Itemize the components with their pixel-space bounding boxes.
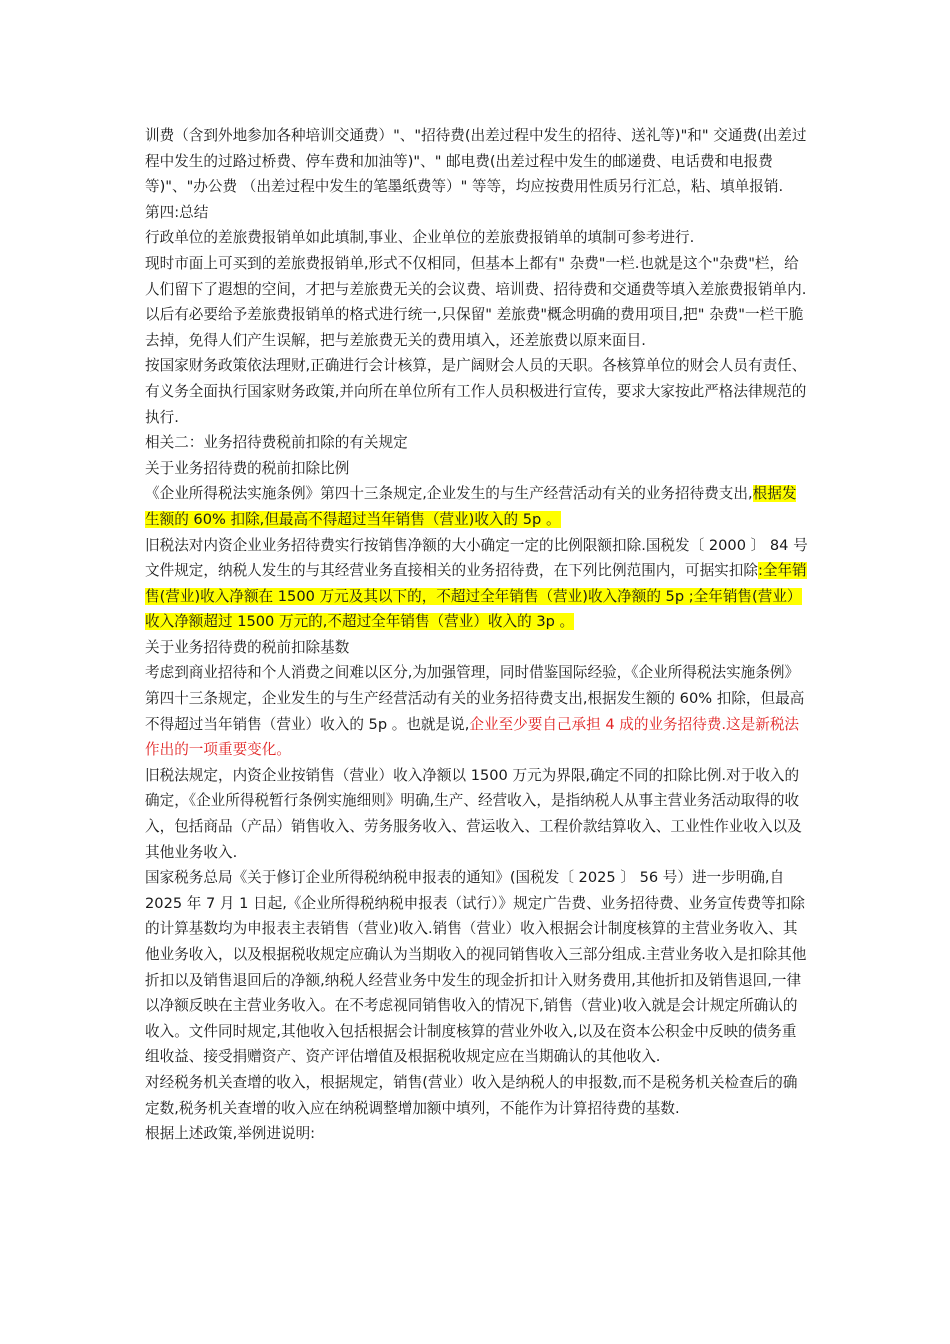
paragraph-tax-notice: 国家税务总局《关于修订企业所得税纳税申报表的通知》(国税发〔 2025 〕 56 号）进一步明确,自 2025 年 7 月 1 日起,《企业所得税纳税申报表（试行）》规定广告费、业务招待费、业务宣传费等扣除的计算基数均为申报表主表销售（营业)收入.销售（营业）收入根据会计制度核算的主营业务收入、其他业务收入，以及根据税收规定应确认为当期收入的视同销售收入三部分组成.主营业务收入是扣除其他折扣以及销售退回后的净额,纳税人经营业务中发生的现金折扣计入财务费用,其他折扣及销售退回,一律以净额反映在主营业务收入。在不考虑视同销售收入的情况下,销售（营业)收入就是会计规定所确认的收入。文件同时规定,其他收入包括根据会计制度核算的营业外收入,以及在资本公积金中反映的债务重组收益、接受捐赠资产、资产评估增值及根据税收规定应在当期确认的其他收入. [145,869,807,1066]
regulation-text: 《企业所得税法实施条例》第四十三条规定,企业发生的与生产经营活动有关的业务招待费支出, [145,485,753,503]
paragraph-revenue-definition: 旧税法规定，内资企业按销售（营业）收入净额以 1500 万元为界限,确定不同的扣除比例.对于收入的确定，《企业所得税暂行条例实施细则》明确,生产、经营收入，是指纳税人从事主营业务活动取得的收入，包括商品（产品）销售收入、劳务服务收入、营运收入、工程价款结算收入、工业性作业收入以及其他业务收入. [145,766,802,861]
paragraph-example-intro: 根据上述政策,举例进说明: [145,1125,316,1143]
paragraph-business-entertainment [145,660,809,762]
paragraph-financial-policy: 按国家财务政策依法理财,正确进行会计核算，是广阔财会人员的天职。各核算单位的财会人员有责任、有义务全面执行国家财务政策,并向所在单位所有工作人员积极进行宣传，要求大家按此严格法律规范的执行. [145,357,807,426]
highlighted-deduction-rule: 根据发生额的 60% 扣除,但最高不得超过当年销售（营业)收入的 5p 。 [145,485,797,528]
paragraph-expense-categories: 训费（含到外地参加各种培训交通费）"、"招待费(出差过程中发生的招待、送礼等)"和" 交通费(出差过程中发生的过路过桥费、停车费和加油等)"、" 邮电费(出差过程中发生的邮递费、电话费和电报费等)"、"办公费 （出差过程中发生的笔墨纸费等）" 等等，均应按费用性质另行汇总，粘、填单报销. [145,127,807,196]
heading-deduction-base: 关于业务招待费的税前扣除基数 [145,638,350,656]
document-page [145,123,809,1147]
paragraph-old-tax-law [145,533,809,635]
paragraph-audited-income: 对经税务机关查增的收入，根据规定，销售(营业）收入是纳税人的申报数,而不是税务机关检查后的确定数,税务机关查增的收入应在纳税调整增加额中填列，不能作为计算招待费的基数. [145,1073,798,1117]
paragraph-misc-fee-column: 现时市面上可买到的差旅费报销单,形式不仅相同，但基本上都有" 杂费"一栏.也就是这个"杂费"栏，给人们留下了遐想的空间，才把与差旅费无关的会议费、培训费、招待费和交通费等填入差旅费报销单内.以后有必要给予差旅费报销单的格式进行统一,只保留" 差旅费"概念明确的费用项目,把" 杂费"一栏干脆去掉，免得人们产生误解，把与差旅费无关的费用填入，还差旅费以原来面目. [145,254,807,349]
heading-summary: 第四:总结 [145,203,209,221]
entertainment-text: 考虑到商业招待和个人消费之间难以区分,为加强管理，同时借鉴国际经验，《企业所得税法实施条例》第四十三条规定，企业发生的与生产经营活动有关的业务招待费支出,根据发生额的 60% 扣除，但最高不得超过当年销售（营业）收入的 5p 。也就是说, [145,664,805,733]
paragraph-regulation-article-43 [145,481,809,532]
old-law-text: 旧税法对内资企业业务招待费实行按销售净额的大小确定一定的比例限额扣除.国税发〔 2000 〕 84 号文件规定，纳税人发生的与其经营业务直接相关的业务招待费，在下列比例范围内，可据实扣除 [145,536,808,580]
heading-deduction-ratio: 关于业务招待费的税前扣除比例 [145,459,350,477]
red-emphasis-text: 企业至少要自己承担 4 成的业务招待费.这是新税法作出的一项重要变化。 [145,715,800,759]
paragraph-admin-units: 行政单位的差旅费报销单如此填制,事业、企业单位的差旅费报销单的填制可参考进行. [145,229,695,247]
heading-related-two: 相关二：业务招待费税前扣除的有关规定 [145,434,408,452]
highlighted-old-law-limits: :全年销售(营业)收入净额在 1500 万元及其以下的，不超过全年销售（营业)收入净额的 5p ;全年销售(营业）收入净额超过 1500 万元的,不超过全年销售（营业）收入的 3p 。 [145,562,807,631]
